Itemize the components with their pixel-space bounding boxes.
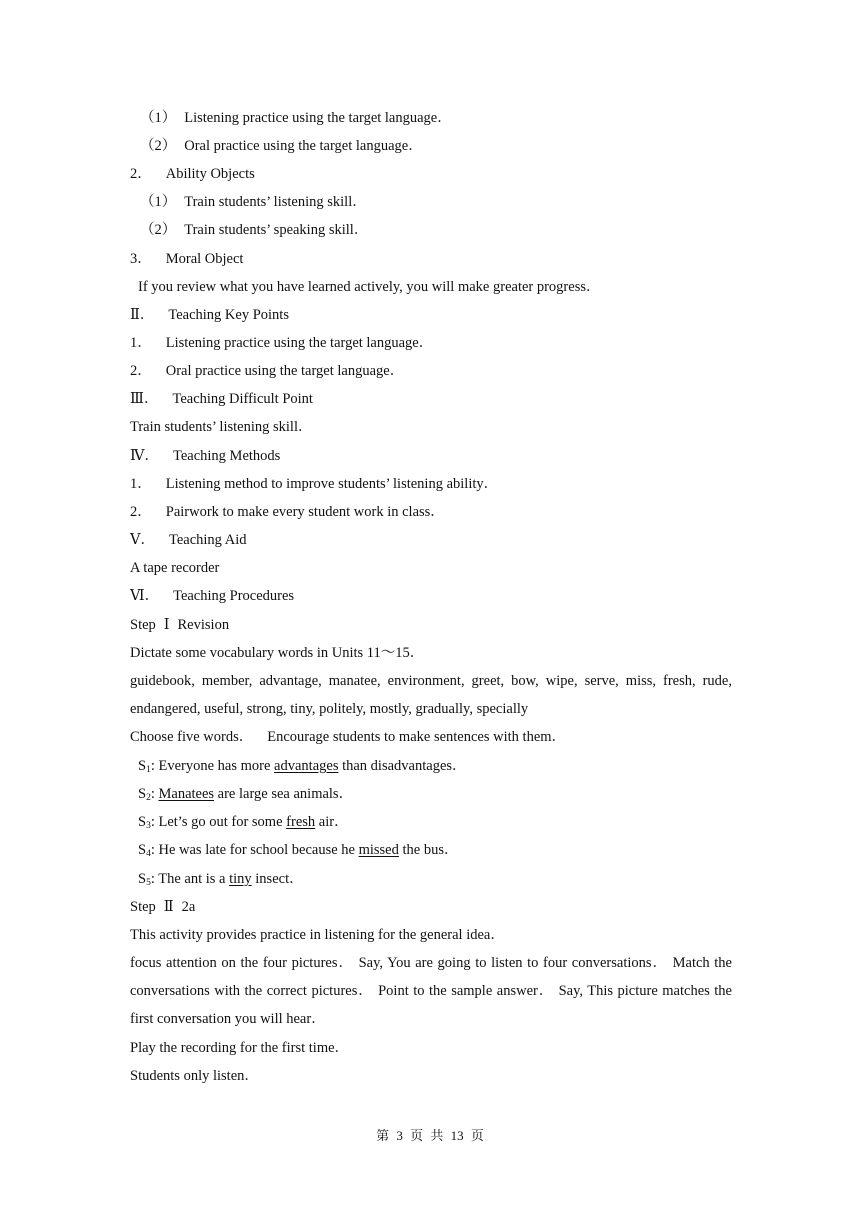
target-word: fresh [286,814,316,830]
list-item [140,136,423,156]
item-text: Oral practice using the target language． [184,138,423,154]
paragraph [130,1066,259,1086]
sentence-text: are large sea animals． [214,786,354,802]
page-number: 第 3 页 共 13 页 [376,1128,484,1143]
example-sentence [138,756,467,776]
list-item [140,108,452,128]
target-word: missed [358,842,399,858]
example-sentence [138,784,353,804]
list-item [140,192,367,212]
section-heading [130,305,289,325]
sentence-text: : The ant is a [150,871,230,887]
list-item [130,164,255,184]
item-text: Train students’ speaking skill． [184,222,369,238]
item-number: 2． [130,504,152,520]
section-title: Teaching Key Points [168,307,289,323]
paragraph [130,417,312,437]
item-text: Train students’ listening skill． [184,194,367,210]
speaker-index: 4 [146,849,151,859]
speaker-index: 2 [146,793,151,803]
example-sentence [138,840,458,860]
item-number: 1． [130,476,152,492]
item-number: 1． [130,335,152,351]
sentence-text: : Everyone has more [150,758,275,774]
list-item [130,249,243,269]
vocabulary-text: guidebook, member, advantage, manatee, environment, greet, bow, wipe, serve, miss, fresh, rude, endangered, useful, strong, tiny, politely, mostly, gradually, specially [130,673,732,718]
step-label: Step [130,617,156,633]
sentence-text: : He was late for school because he [150,842,359,858]
item-text: Listening method to improve students’ listening ability． [165,476,499,492]
instruction-paragraph [130,949,732,1034]
example-sentence [138,869,304,889]
step-heading [130,897,195,917]
sentence-text: than disadvantages． [338,758,467,774]
paragraph-text: Train students’ listening skill． [130,419,313,435]
section-number: Ⅴ． [130,532,155,548]
item-text: Moral Object [165,251,244,267]
section-title: Teaching Difficult Point [172,391,313,407]
paragraph [130,1038,349,1058]
speaker-label: S [138,842,147,858]
vocabulary-list [130,667,732,723]
paragraph [130,925,505,945]
step-number: Ⅰ [163,617,170,633]
page-footer [0,1127,860,1145]
step-title: 2a [181,899,196,915]
item-number: 2． [130,363,152,379]
list-item [130,502,445,522]
example-sentence [138,812,349,832]
section-title: Teaching Aid [168,532,247,548]
paragraph-text: Students only listen． [130,1068,259,1084]
section-number: Ⅲ． [130,391,159,407]
target-word: advantages [274,758,339,774]
speaker-index: 1 [146,765,151,775]
section-heading [130,389,313,409]
target-word: Manatees [158,786,215,802]
sentence-text: : Let’s go out for some [150,814,287,830]
paragraph-text: Encourage students to make sentences with them． [267,729,567,745]
paragraph [138,277,601,297]
sentence-text: : [150,786,159,802]
step-heading [130,615,229,635]
sentence-text: air． [315,814,349,830]
item-text: Ability Objects [165,166,255,182]
section-title: Teaching Methods [173,448,281,464]
speaker-index: 5 [146,878,151,888]
paragraph [130,727,566,747]
paragraph-text: If you review what you have learned actively, you will make greater progress． [138,279,601,295]
list-item [130,333,433,353]
section-heading [130,446,280,466]
step-number: Ⅱ [163,899,174,915]
item-number: （2） [140,138,177,154]
paragraph [130,643,424,663]
item-number: 2． [130,166,152,182]
paragraph-text: Dictate some vocabulary words in Units 11～15． [130,645,425,661]
speaker-index: 3 [146,821,151,831]
speaker-label: S [138,786,147,802]
paragraph-text: Choose five words． [130,729,254,745]
list-item [140,220,368,240]
section-title: Teaching Procedures [173,588,295,604]
list-item [130,474,498,494]
item-text: Listening practice using the target language． [184,110,452,126]
section-number: Ⅵ． [130,588,160,604]
item-number: （2） [140,222,177,238]
speaker-label: S [138,871,147,887]
item-text: Listening practice using the target language． [165,335,434,351]
item-number: （1） [140,194,177,210]
target-word: tiny [229,871,252,887]
step-label: Step [130,899,156,915]
item-number: （1） [140,110,177,126]
paragraph [130,558,219,578]
speaker-label: S [138,758,147,774]
section-heading [130,530,247,550]
item-text: Pairwork to make every student work in class． [165,504,445,520]
item-number: 3． [130,251,152,267]
sentence-text: the bus． [398,842,459,858]
section-number: Ⅱ． [130,307,155,323]
item-text: Oral practice using the target language． [165,363,405,379]
paragraph-text: This activity provides practice in listening for the general idea． [130,927,505,943]
list-item [130,361,404,381]
sentence-text: insect． [251,871,304,887]
speaker-label: S [138,814,147,830]
paragraph-text: Play the recording for the first time． [130,1040,350,1056]
paragraph-text: A tape recorder [130,560,220,576]
section-number: Ⅳ． [130,448,159,464]
step-title: Revision [177,617,230,633]
section-heading [130,586,294,606]
paragraph-text: focus attention on the four pictures． Say, You are going to listen to four conversations． Match the conversations with the correct pictures． Point to the sample answer． Say, This picture matches the first conversation you will hear． [130,955,732,1028]
